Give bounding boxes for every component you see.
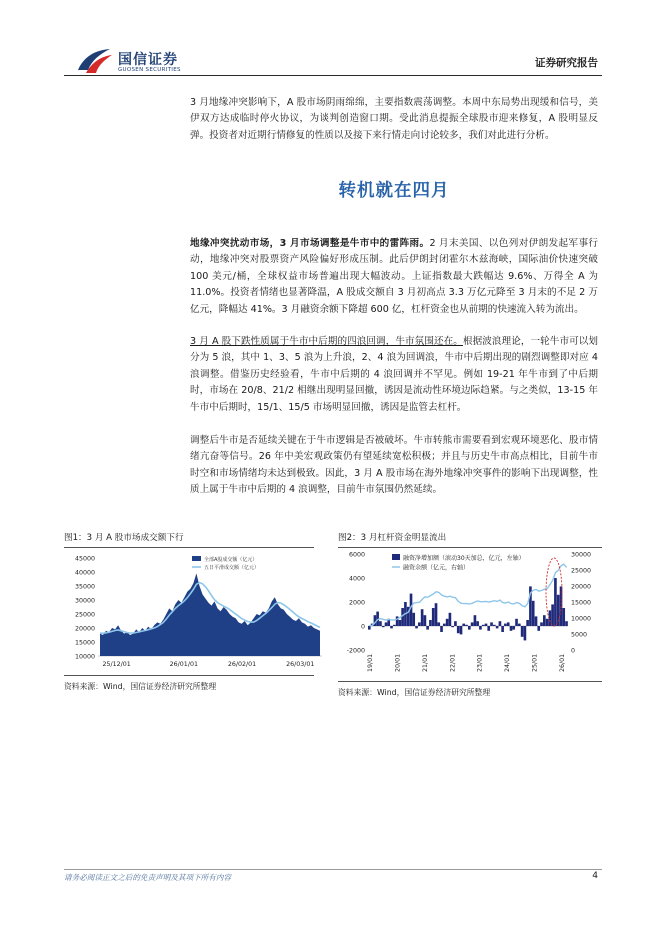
bar [476, 621, 479, 626]
y-tick-label: 25000 [74, 611, 95, 619]
y-tick-label-left: 0 [360, 623, 365, 631]
figure-1-source: 资料来源：Wind，国信证券经济研究所整理 [64, 682, 217, 691]
p2-body: 根据波浪理论，一轮牛市可以划分为 5 浪，其中 1、3、5 浪为上升浪，2、4 浪为回调浪，牛市中后期出现的剧烈调整即对应 4 浪调整。借鉴历史经验看，牛市中后期的 4 浪回调并不罕见。例如 19-21 年牛市到了中后期时，市场在 20/8、21/2 相继出现明显回撤，诱因是流动性环境边际趋紧。与之类似，13-15 年牛市中后期时，15/1、15/5 市场明显回撤，诱因是监管去杠杆。 [190, 336, 598, 413]
bar [429, 620, 432, 626]
y-tick-label: 20000 [74, 625, 95, 633]
bar [421, 609, 424, 626]
intro-paragraph: 3 月地缘冲突影响下，A 股市场阴雨绵绵，主要指数震荡调整。本周中东局势出现缓和信号，美伊双方达成临时停火协议，为谈判创造窗口期。受此消息提振全球股市迎来修复，A 股明显反弹。投资者对近期行情修复的性质以及接下来行情走向讨论较多，我们对此进行分析。 [190, 97, 598, 141]
bar [521, 626, 524, 637]
brand-logo [76, 46, 186, 78]
y-tick-label-right: 25000 [571, 567, 592, 575]
footer-divider [64, 869, 602, 870]
legend-swatch-area [192, 556, 201, 561]
figure-2-source: 资料来源：Wind，国信证券经济研究所整理 [338, 688, 491, 697]
bar [368, 626, 371, 630]
bar [390, 626, 393, 628]
y-tick-label: 40000 [74, 569, 95, 577]
bar [462, 624, 465, 626]
highlight-ellipse [546, 558, 562, 626]
bar [418, 622, 421, 626]
bar [379, 621, 382, 626]
bar [471, 622, 474, 626]
bar [415, 626, 418, 628]
x-tick-label: 23/01 [476, 653, 484, 672]
bar [426, 626, 429, 630]
report-type: 证券研究报告 [535, 57, 598, 69]
header-divider [64, 75, 602, 76]
y-tick-label-right: 30000 [571, 551, 592, 559]
legend-label-bar: 融资净增加额（滚动30天加总，亿元，左轴） [403, 555, 525, 562]
bar [468, 626, 471, 630]
figure-1-rule [64, 547, 314, 548]
p1-lead: 地缘冲突扰动市场，3 月市场调整是牛市中的雷阵雨。 [190, 238, 430, 249]
y-tick-label-left: 2000 [348, 599, 365, 607]
bar [562, 608, 565, 626]
y-tick-label-left: 6000 [348, 551, 365, 559]
bar [465, 625, 468, 626]
series-area-turnover [100, 573, 320, 656]
bar [524, 626, 527, 640]
bar [393, 625, 396, 626]
bar [540, 622, 543, 626]
x-tick-label: 26/01/01 [169, 661, 198, 668]
x-tick-label: 25/01 [531, 653, 539, 672]
bar [512, 626, 515, 630]
bar [504, 624, 507, 626]
bar [437, 622, 440, 626]
bar [449, 613, 452, 626]
figure-2 [338, 531, 602, 698]
bar [435, 603, 438, 626]
figure-2-rule-bottom [338, 681, 602, 682]
legend-label-area: 全部A股成交额（亿元） [204, 557, 258, 563]
p1-body: 2 月末美国、以色列对伊朗发起军事行动，地缘冲突对股票资产风险偏好形成压制。此后伊朗封闭霍尔木兹海峡，国际油价快速突破 100 美元/桶，全球权益市场普遍出现大幅波动。上证指数最大跌幅达 9.6%、万得全 A 为 11.0%。投资者情绪也显著降温，A 股成交额自 3 月初高点 3.3 万亿元降至 3 月末的不足 2 万亿元，降幅达 41%。3 月融资余额下降超 600 亿，杠杆资金也从前期的快速流入转为流出。 [190, 238, 599, 315]
bar [546, 619, 549, 626]
bar [496, 626, 499, 628]
bar [440, 626, 443, 632]
figure-1-chart [64, 552, 326, 672]
x-tick-label: 22/01 [449, 653, 457, 672]
bar [543, 615, 546, 626]
x-tick-label: 19/01 [367, 653, 374, 672]
figure-1-title: 图1：3 月 A 股市场成交额下行 [64, 533, 184, 543]
bar [454, 621, 457, 626]
body-paragraph-1 [190, 236, 598, 318]
bar [526, 620, 529, 626]
bar [551, 604, 554, 626]
y-tick-label-right: 15000 [571, 599, 592, 607]
y-tick-label-left: -2000 [346, 647, 365, 655]
y-tick-label-right: 20000 [571, 583, 592, 591]
figure-2-chart [338, 550, 602, 680]
x-tick-label: 26/02/01 [227, 661, 257, 668]
bar [554, 578, 557, 626]
body-paragraph-3: 调整后牛市是否延续关键在于牛市逻辑是否被破坏。牛市转熊市需要看到宏观环境恶化、股市情绪亢奋等信号。26 年中美宏观政策仍有望延续宽松积极；并且与历史牛市高点相比，目前牛市时空和市场情绪均未达到极致。因此，3 月 A 股市场在海外地缘冲突事件的影响下出现调整，性质上属于牛市中后期的 4 浪调整，目前牛市氛围仍然延续。 [190, 435, 598, 496]
x-tick-label: 20/01 [394, 653, 402, 672]
x-tick-label: 26/03/01 [286, 661, 315, 668]
figure-2-rule [338, 547, 602, 548]
y-tick-label: 15000 [74, 639, 95, 647]
brand-name-en: GUOSEN SECURITIES [118, 67, 181, 73]
bar [487, 626, 490, 631]
bar [432, 608, 435, 626]
bar [565, 621, 568, 626]
bar [460, 626, 463, 634]
y-tick-label-right: 10000 [571, 615, 592, 623]
y-tick-label-right: 5000 [571, 631, 588, 639]
bar [424, 615, 427, 626]
figure-2-title: 图2：3 月杠杆资金明显流出 [338, 533, 447, 543]
bar [493, 625, 496, 626]
body-paragraph-2 [190, 334, 598, 416]
figure-1 [64, 531, 314, 692]
y-tick-label-right: 0 [571, 647, 576, 655]
brand-mark-icon [76, 46, 114, 76]
bar [443, 624, 446, 626]
y-tick-label: 10000 [74, 653, 95, 661]
x-tick-label: 26/01 [559, 653, 566, 672]
legend-swatch-bar [392, 554, 400, 560]
y-tick-label: 45000 [74, 555, 95, 563]
brand-name-cn: 国信证券 [118, 52, 178, 68]
bar [501, 626, 504, 632]
page-number: 4 [592, 871, 598, 881]
bar [385, 622, 388, 626]
bar [499, 621, 502, 626]
x-tick-label: 24/01 [504, 653, 512, 672]
x-tick-label: 21/01 [421, 653, 429, 672]
bar [507, 622, 510, 626]
bar [490, 622, 493, 626]
bar [518, 624, 521, 626]
bar [485, 624, 488, 626]
bar [399, 620, 402, 626]
y-tick-label: 30000 [74, 597, 95, 605]
bar [446, 619, 449, 626]
bar [510, 626, 513, 631]
bar [451, 626, 454, 627]
p2-lead: 3 月 A 股下跌性质属于牛市中后期的四浪回调，牛市氛围还在。 [190, 336, 463, 347]
footer-disclaimer: 请务必阅读正文之后的免责声明及其项下所有内容 [64, 873, 232, 882]
y-tick-label: 35000 [74, 583, 95, 591]
figure-1-rule-bottom [64, 675, 314, 676]
bar [535, 616, 538, 626]
legend-label-line: 融资余额（亿元，右轴） [403, 564, 470, 572]
y-tick-label-left: 4000 [348, 575, 365, 583]
bar [537, 626, 540, 631]
x-tick-label: 25/12/01 [102, 661, 131, 668]
section-title: 转机就在四月 [338, 181, 450, 201]
bar [382, 626, 385, 627]
bar [474, 615, 477, 626]
bar [457, 626, 460, 633]
bar [412, 613, 415, 626]
bar [515, 619, 518, 626]
bar [479, 626, 482, 630]
bar [482, 625, 485, 626]
bar [532, 601, 535, 626]
legend-label-line: 五日平滑成交额（亿元） [204, 565, 260, 571]
